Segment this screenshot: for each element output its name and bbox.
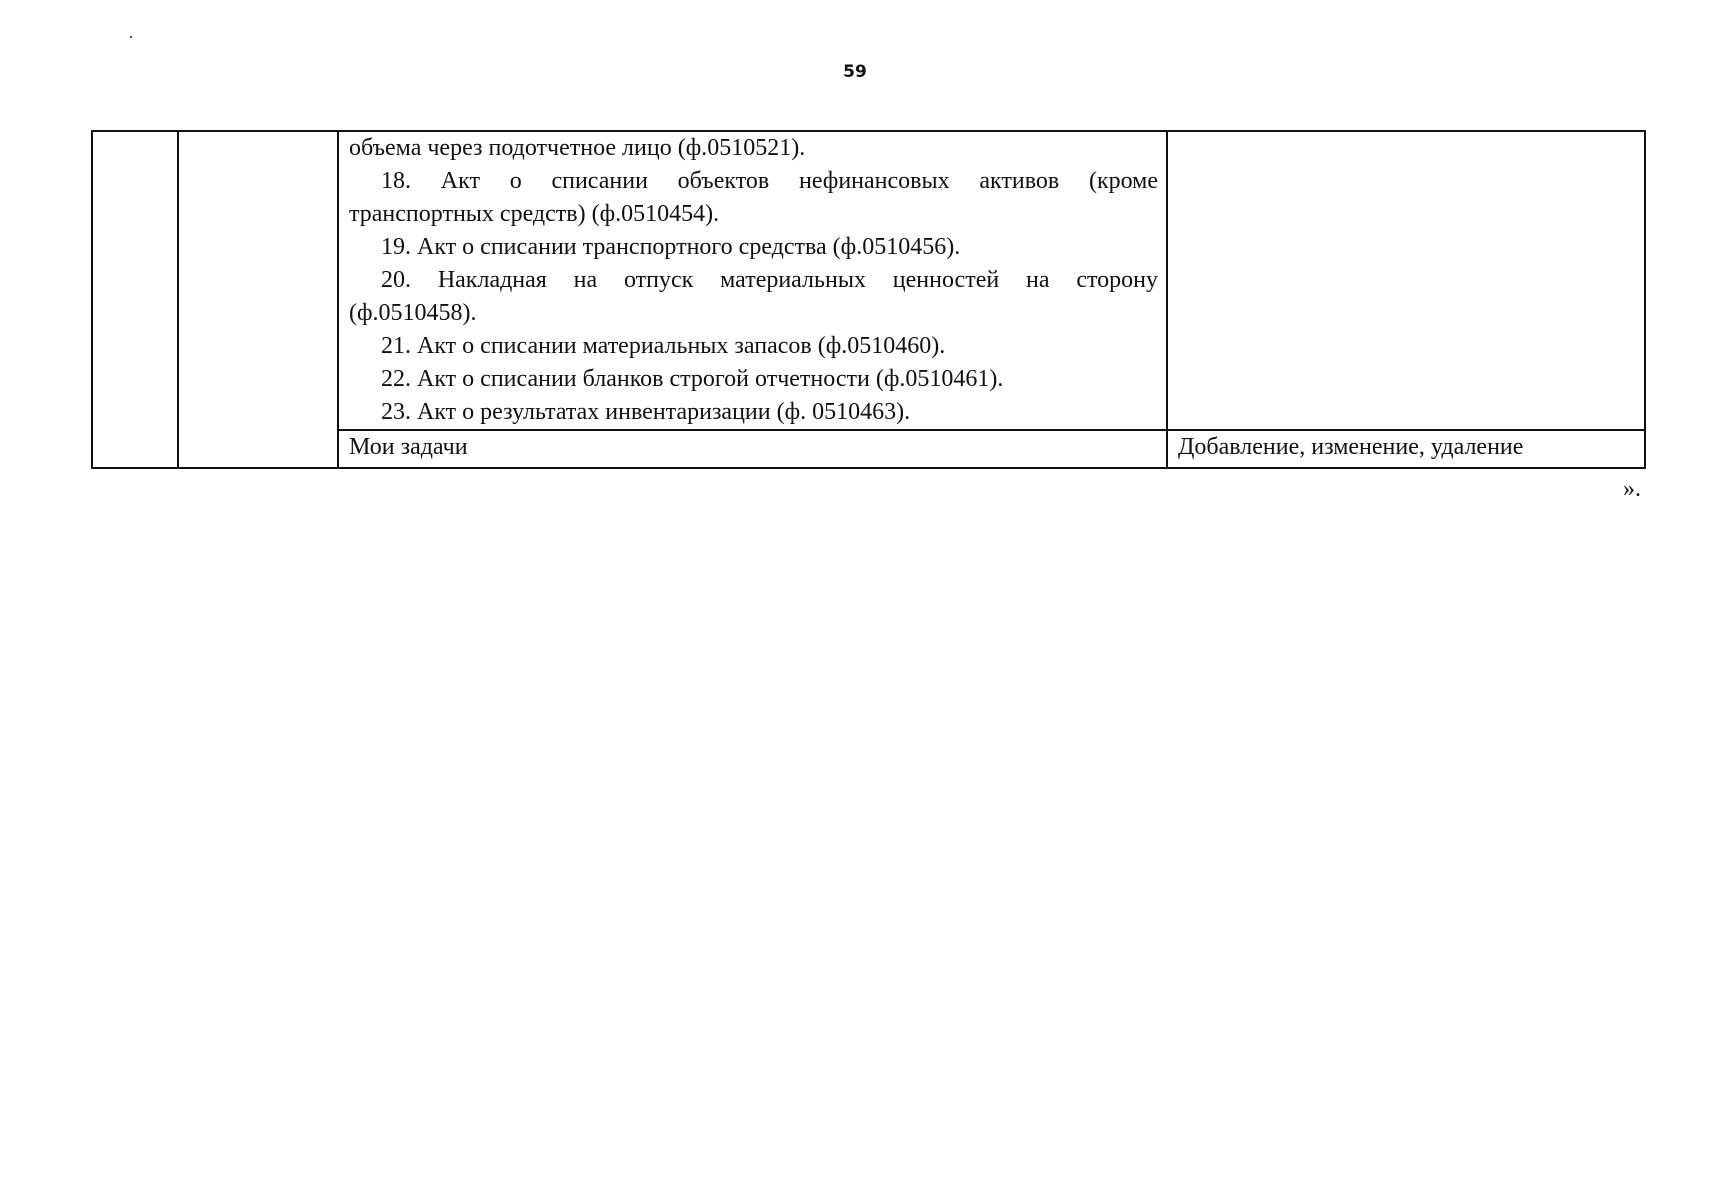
table-cell-operations: Добавление, изменение, удаление xyxy=(1167,430,1645,468)
list-item: 21. Акт о списании материальных запасов (ф.0510460). xyxy=(381,333,946,359)
table-cell-col1 xyxy=(92,131,178,468)
list-item: 20. Накладная на отпуск материальных ценностей на сторону xyxy=(381,267,1158,293)
table-row xyxy=(92,131,1645,430)
list-item: (ф.0510458). xyxy=(349,300,477,326)
list-item: транспортных средств) (ф.0510454). xyxy=(349,201,720,227)
list-item: 19. Акт о списании транспортного средства (ф.0510456). xyxy=(381,234,961,260)
list-item: объема через подотчетное лицо (ф.0510521). xyxy=(349,135,806,161)
table-cell-col2 xyxy=(178,131,338,468)
page-number: 59 xyxy=(843,62,867,82)
table-cell-my-tasks: Мои задачи xyxy=(338,430,1167,468)
list-item: 22. Акт о списании бланков строгой отчетности (ф.0510461). xyxy=(381,366,1004,392)
scan-speck xyxy=(130,36,132,38)
list-item: 18. Акт о списании объектов нефинансовых активов (кроме xyxy=(381,168,1158,194)
closing-quote: ». xyxy=(1623,476,1641,502)
table-cell-col4 xyxy=(1167,131,1645,430)
table-cell-documents-list xyxy=(338,131,1167,430)
document-table xyxy=(91,130,1646,469)
list-item: 23. Акт о результатах инвентаризации (ф. 0510463). xyxy=(381,399,911,425)
